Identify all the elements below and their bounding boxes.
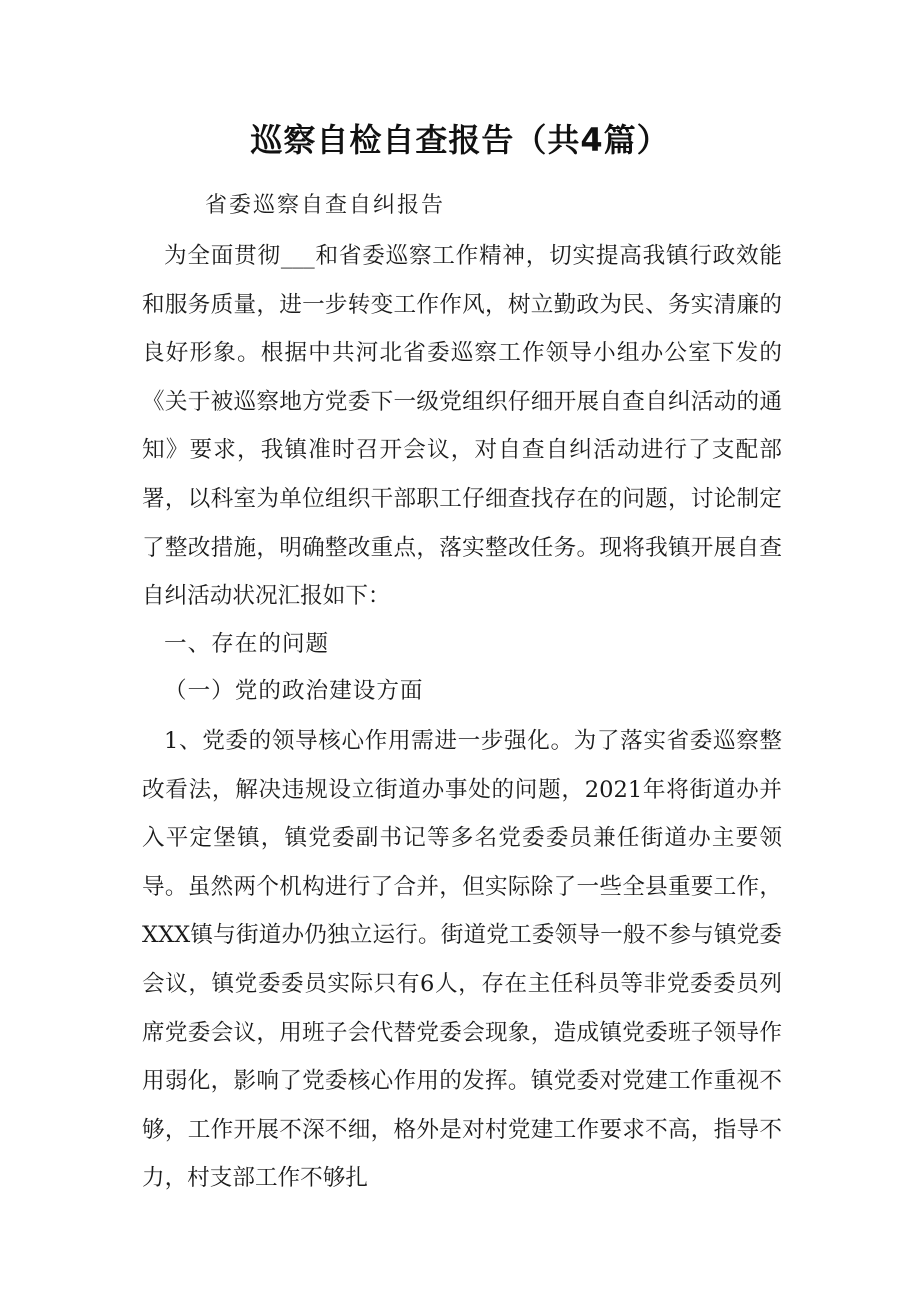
section-heading-2: （一）党的政治建设方面: [164, 678, 424, 704]
body-paragraph-1: 为全面贯彻___和省委巡察工作精神，切实提高我镇行政效能和服务质量，进一步转变工作作风，树立勤政为民、务实清廉的良好形象。根据中共河北省委巡察工作领导小组办公室下发的《关于被巡察地方党委下一级党组织仔细开展自查自纠活动的通知》要求，我镇准时召开会议，对自查自纠活动进行了支配部署，以科室为单位组织干部职工仔细查找存在的问题，讨论制定了整改措施，明确整改重点，落实整改任务。现将我镇开展自查自纠活动状况汇报如下：: [142, 243, 782, 610]
section-heading-1: 一、存在的问题: [164, 631, 330, 657]
document-title: 巡察自检自查报告（共4篇）: [250, 121, 670, 159]
document-subtitle: 省委巡察自查自纠报告: [205, 193, 446, 218]
body-paragraph-2: 1、党委的领导核心作用需进一步强化。为了落实省委巡察整改看法，解决违规设立街道办事处的问题，2021年将街道办并入平定堡镇，镇党委副书记等多名党委委员兼任街道办主要领导。虽然两个机构进行了合并，但实际除了一些全县重要工作，XXX镇与街道办仍独立运行。街道党工委领导一般不参与镇党委会议，镇党委委员实际只有6人，存在主任科员等非党委委员列席党委会议，用班子会代替党委会现象，造成镇党委班子领导作用弱化，影响了党委核心作用的发挥。镇党委对党建工作重视不够，工作开展不深不细，格外是对村党建工作要求不高，指导不力，村支部工作不够扎: [142, 728, 782, 1192]
